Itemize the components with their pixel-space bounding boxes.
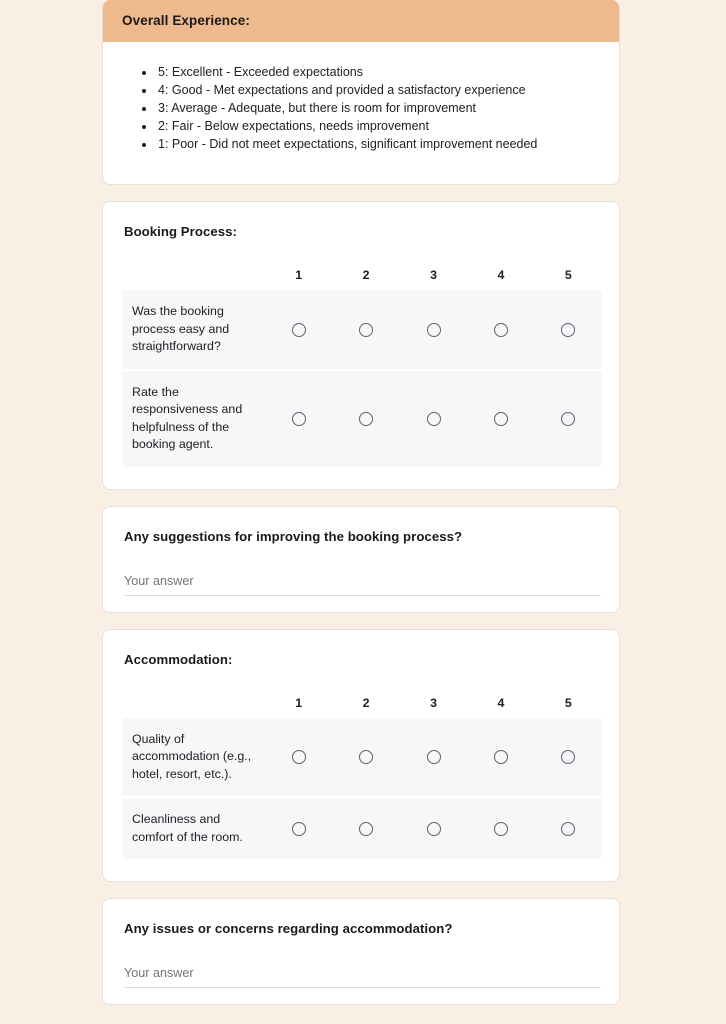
- radio-cell[interactable]: [265, 323, 332, 337]
- accommodation-column-headers: [122, 688, 602, 718]
- accommodation-body: [103, 630, 619, 882]
- radio-cell[interactable]: [535, 822, 602, 836]
- accommodation-issues-body: [103, 899, 619, 1004]
- radio-cell[interactable]: [535, 750, 602, 764]
- radio-cell[interactable]: [400, 822, 467, 836]
- radio-button-5[interactable]: [561, 822, 575, 836]
- radio-cell[interactable]: [400, 750, 467, 764]
- radio-button-4[interactable]: [494, 822, 508, 836]
- radio-button-5[interactable]: [561, 750, 575, 764]
- radio-button-4[interactable]: [494, 323, 508, 337]
- column-header-cell: [332, 696, 399, 710]
- booking-process-card: [102, 201, 620, 490]
- row-question-label: Was the booking process easy and straightforward?: [132, 304, 230, 354]
- radio-button-3[interactable]: [427, 323, 441, 337]
- column-header-cell: [535, 696, 602, 710]
- answer-placeholder: Your answer: [124, 966, 194, 981]
- radio-button-3[interactable]: [427, 412, 441, 426]
- radio-button-1[interactable]: [292, 412, 306, 426]
- radio-button-5[interactable]: [561, 323, 575, 337]
- radio-cell[interactable]: [467, 750, 534, 764]
- booking-suggestions-body: [103, 507, 619, 612]
- radio-button-1[interactable]: [292, 822, 306, 836]
- list-item: • 1: Poor - Did not meet expectations, significant improvement needed: [156, 136, 600, 154]
- radio-cell[interactable]: [535, 323, 602, 337]
- radio-cell[interactable]: [467, 323, 534, 337]
- column-header-cell: [467, 268, 534, 282]
- list-item: • 5: Excellent - Exceeded expectations: [156, 64, 600, 82]
- column-header-label: 2: [362, 695, 370, 710]
- accommodation-issues-card: [102, 898, 620, 1005]
- radio-button-1[interactable]: [292, 750, 306, 764]
- column-header-label: 4: [497, 268, 505, 283]
- radio-button-2[interactable]: [359, 822, 373, 836]
- radio-button-1[interactable]: [292, 323, 306, 337]
- column-header-label: 3: [430, 268, 437, 283]
- column-header-cell: [400, 268, 467, 282]
- radio-cell[interactable]: [467, 412, 534, 426]
- accommodation-issues-question: Any issues or concerns regarding accommodation?: [124, 921, 453, 937]
- radio-cell[interactable]: [332, 412, 399, 426]
- table-row: [122, 290, 602, 369]
- table-row: [122, 718, 602, 797]
- radio-cell[interactable]: [400, 323, 467, 337]
- overall-experience-card: [102, 0, 620, 185]
- radio-button-2[interactable]: [359, 323, 373, 337]
- booking-suggestions-answer-field[interactable]: [124, 573, 601, 596]
- column-header-label: 1: [295, 695, 303, 710]
- list-item: • 2: Fair - Below expectations, needs improvement: [156, 118, 600, 136]
- row-question-label: Cleanliness and comfort of the room.: [132, 812, 243, 844]
- radio-cell[interactable]: [265, 750, 332, 764]
- column-header-cell: [400, 696, 467, 710]
- radio-cell[interactable]: [535, 412, 602, 426]
- table-row: [122, 798, 602, 859]
- form-section-stack: [102, 0, 620, 1005]
- column-header-label: 1: [295, 268, 303, 283]
- column-header-cell: [265, 268, 332, 282]
- column-header-label: 5: [564, 695, 572, 710]
- column-header-cell: [265, 696, 332, 710]
- radio-button-2[interactable]: [359, 412, 373, 426]
- radio-cell[interactable]: [332, 822, 399, 836]
- radio-button-3[interactable]: [427, 750, 441, 764]
- row-question-label: Rate the responsiveness and helpfulness of the booking agent.: [132, 384, 243, 452]
- accommodation-title: Accommodation:: [124, 651, 233, 667]
- column-header-label: 3: [430, 695, 437, 710]
- row-question-label: Quality of accommodation (e.g., hotel, resort, etc.).: [132, 731, 252, 781]
- radio-button-4[interactable]: [494, 412, 508, 426]
- overall-experience-body: [103, 42, 619, 184]
- column-header-cell: [535, 268, 602, 282]
- overall-experience-title: Overall Experience:: [122, 13, 250, 28]
- column-header-cell: [332, 268, 399, 282]
- radio-cell[interactable]: [332, 750, 399, 764]
- radio-button-3[interactable]: [427, 822, 441, 836]
- table-row: [122, 371, 602, 467]
- answer-placeholder: Your answer: [124, 573, 194, 588]
- radio-cell[interactable]: [265, 822, 332, 836]
- booking-suggestions-card: [102, 506, 620, 613]
- radio-cell[interactable]: [467, 822, 534, 836]
- booking-process-title: Booking Process:: [124, 224, 237, 240]
- booking-process-grid: [122, 260, 602, 467]
- radio-button-5[interactable]: [561, 412, 575, 426]
- radio-cell[interactable]: [400, 412, 467, 426]
- booking-suggestions-question: Any suggestions for improving the booking process?: [124, 528, 463, 544]
- overall-experience-header-band: [103, 0, 619, 42]
- radio-cell[interactable]: [332, 323, 399, 337]
- accommodation-grid: [122, 688, 602, 860]
- radio-button-4[interactable]: [494, 750, 508, 764]
- list-item: • 3: Average - Adequate, but there is room for improvement: [156, 100, 600, 118]
- booking-process-body: [103, 202, 619, 489]
- accommodation-card: [102, 629, 620, 883]
- radio-button-2[interactable]: [359, 750, 373, 764]
- accommodation-issues-answer-field[interactable]: [124, 965, 601, 988]
- radio-cell[interactable]: [265, 412, 332, 426]
- rating-scale-list: [122, 64, 600, 154]
- column-header-label: 5: [564, 268, 572, 283]
- column-header-label: 2: [362, 268, 370, 283]
- column-header-cell: [467, 696, 534, 710]
- list-item: • 4: Good - Met expectations and provided a satisfactory experience: [156, 82, 600, 100]
- booking-process-column-headers: [122, 260, 602, 290]
- column-header-label: 4: [497, 695, 505, 710]
